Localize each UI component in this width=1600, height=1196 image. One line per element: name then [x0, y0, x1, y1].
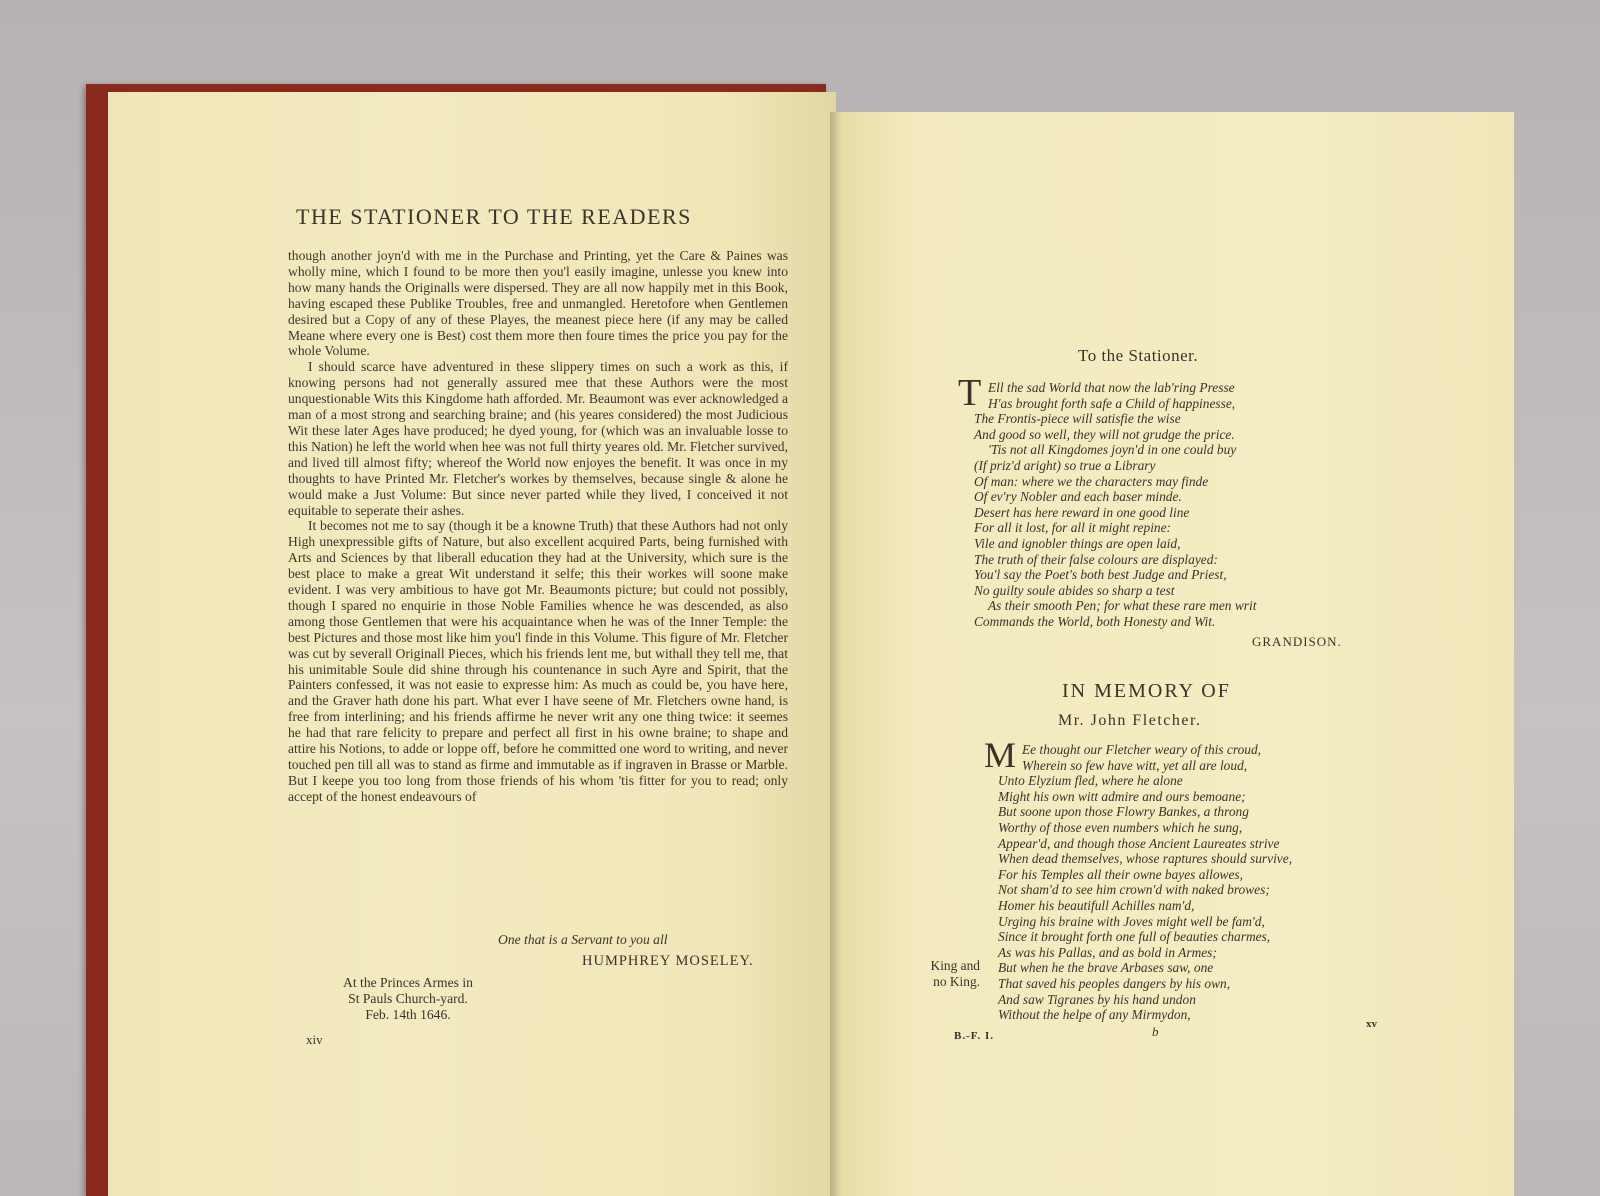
- poem-line: Worthy of those even numbers which he sung,: [998, 819, 1243, 835]
- page-number-left: xiv: [306, 1032, 323, 1047]
- stationer-prose: [288, 248, 788, 805]
- poem-line: Ell the sad World that now the lab'ring Presse: [988, 380, 1235, 395]
- drop-cap: M: [984, 735, 1017, 775]
- poem-line: Appear'd, and though those Ancient Laureates strive: [998, 835, 1280, 851]
- poem-line: You'l say the Poet's both best Judge and Priest,: [974, 567, 1227, 583]
- poem-line: Commands the World, both Honesty and Wit.: [974, 613, 1216, 629]
- margin-note-line: no King.: [933, 974, 980, 989]
- poem-line: Of man: where we the characters may finde: [974, 473, 1209, 489]
- address-line: At the Princes Armes in: [343, 975, 473, 990]
- signature-moseley: HUMPHREY MOSELEY.: [582, 953, 754, 969]
- poem-line: H'as brought forth safe a Child of happinesse,: [988, 395, 1236, 411]
- poem-line: Desert has here reward in one good line: [974, 504, 1190, 520]
- drop-cap: T: [958, 372, 982, 414]
- address-line: St Pauls Church-yard.: [348, 991, 468, 1006]
- poem-line: But soone upon those Flowry Bankes, a throng: [998, 804, 1249, 820]
- prose-paragraph: though another joyn'd with me in the Purchase and Printing, yet the Care & Paines was wholly mine, which I found to be more then you'l easily imagine, unlesse you knew into how many hands the Originalls were dispersed. They are all now happily met in this Book, having escaped these Publike Troubles, free and unmangled. Heretofore when Gentlemen desired but a Copy of any of these Playes, the meanest piece here (if any may be called Meane where every one is Best) cost them more then foure times the price you pay for the whole Volume.: [288, 248, 788, 359]
- poem-line: 'Tis not all Kingdomes joyn'd in one could buy: [988, 442, 1237, 458]
- poem-line: No guilty soule abides so sharp a test: [974, 582, 1175, 598]
- poem-line: Unto Elyzium fled, where he alone: [998, 773, 1183, 789]
- right-page: [836, 112, 1514, 1196]
- to-the-stationer-heading: To the Stationer.: [1078, 346, 1199, 365]
- poem-line: Vile and ignobler things are open laid,: [974, 535, 1181, 551]
- poem-line: Not sham'd to see him crown'd with naked browes;: [998, 882, 1270, 898]
- margin-note-line: King and: [930, 958, 980, 973]
- signature-mark: B.-F. I.: [954, 1030, 994, 1042]
- poem-line: For all it lost, for all it might repine:: [974, 520, 1172, 536]
- grandison-poem: [958, 372, 1354, 630]
- poem-line: Since it brought forth one full of beauties charmes,: [998, 929, 1271, 945]
- poem-line: Ee thought our Fletcher weary of this croud,: [1022, 742, 1262, 757]
- poem-line: And saw Tigranes by his hand undon: [998, 991, 1196, 1007]
- poem-line: As their smooth Pen; for what these rare men writ: [988, 598, 1257, 614]
- margin-note: [916, 958, 980, 990]
- poem-line: As was his Pallas, and as bold in Armes;: [998, 944, 1217, 960]
- poem-line: Of ev'ry Nobler and each baser minde.: [974, 489, 1182, 505]
- closing-line: One that is a Servant to you all: [498, 932, 668, 947]
- poem-line: The truth of their false colours are displayed:: [974, 551, 1218, 567]
- prose-paragraph: I should scarce have adventured in these slippery times on such a work as this, if knowing persons had not generally assured mee that these Authors were the most unquestionable Wits this Kingdome hath afforded. Mr. Beaumont was ever acknowledged a man of a most strong and searching braine; and (his yeares considered) the most Judicious Wit these later Ages have produced; he dyed young, for (which was an invaluable losse to this Nation) he left the world when hee was not full thirty yeares old. Mr. Fletcher survived, and lived till almost fifty; whereof the World now enjoyes the benefit. It was once in my thoughts to have Printed Mr. Fletcher's workes by themselves, because single & alone he would make a Just Volume: But since never parted while they lived, I conceived it not equitable to seperate their ashes.: [288, 359, 788, 518]
- poem-line: But when he the brave Arbases saw, one: [998, 960, 1214, 976]
- poem-line: For his Temples all their owne bayes allowes,: [998, 866, 1243, 882]
- left-page-title: THE STATIONER TO THE READERS: [296, 204, 692, 229]
- poem-line: Urging his braine with Joves might well be fam'd,: [998, 913, 1265, 929]
- poem-line: Wherein so few have witt, yet all are loud,: [1022, 757, 1248, 773]
- poem-line: Without the helpe of any Mirmydon,: [998, 1007, 1191, 1023]
- poem-line: The Frontis-piece will satisfie the wise: [974, 411, 1181, 427]
- poem-line: Homer his beautifull Achilles nam'd,: [998, 897, 1195, 913]
- poem-line: And good so well, they will not grudge the price.: [974, 426, 1235, 442]
- fletcher-memorial-poem: [984, 735, 1358, 1023]
- poem-line: Might his own witt admire and ours bemoane;: [998, 788, 1246, 804]
- signature-letter: b: [1152, 1024, 1159, 1039]
- poem-signature-grandison: GRANDISON.: [1252, 634, 1342, 649]
- page-number-right: xv: [1366, 1018, 1377, 1030]
- imprint-address: [318, 975, 498, 1023]
- fletcher-subheading: Mr. John Fletcher.: [1058, 712, 1202, 729]
- prose-paragraph: It becomes not me to say (though it be a knowne Truth) that these Authors had not only High unexpressible gifts of Nature, but also excellent acquired Parts, being furnished with Arts and Sciences by that liberall education they had at the University, which sure is the best place to make a great Wit understand it selfe; this their workes will soone make evident. I was very ambitious to have got Mr. Beaumonts picture; but could not possibly, though I spared no enquirie in those Noble Families whence he was descended, as also among those Gentlemen that were his acquaintance when he was of the Inner Temple: the best Pictures and those most like him you'l finde in this Volume. This figure of Mr. Fletcher was cut by severall Originall Pieces, which his friends lent me, but withall they tell me, that his unimitable Soule did shine through his countenance in such Ayre and Spirit, that the Painters confessed, it was not easie to expresse him: As much as could be, you have here, and the Graver hath done his part. What ever I have seene of Mr. Fletchers owne hand, is free from interlining; and his friends affirme he never writ any one thing twice: it seemes he had that rare felicity to prepare and perfect all first in his owne braine; to shape and attire his Notions, to adde or loppe off, before he committed one word to writing, and never touched pen till all was to stand as firme and immutable as if ingraven in Brasse or Marble. But I keepe you too long from those friends of his whom 'tis fitter for you to read; only accept of the honest endeavours of: [288, 518, 788, 804]
- poem-line: (If priz'd aright) so true a Library: [974, 457, 1156, 473]
- address-line: Feb. 14th 1646.: [365, 1007, 451, 1022]
- in-memory-heading: IN MEMORY OF: [1062, 680, 1231, 702]
- poem-line: When dead themselves, whose raptures should survive,: [998, 851, 1293, 867]
- poem-line: That saved his peoples dangers by his own,: [998, 975, 1231, 991]
- book-gutter: [830, 112, 842, 1196]
